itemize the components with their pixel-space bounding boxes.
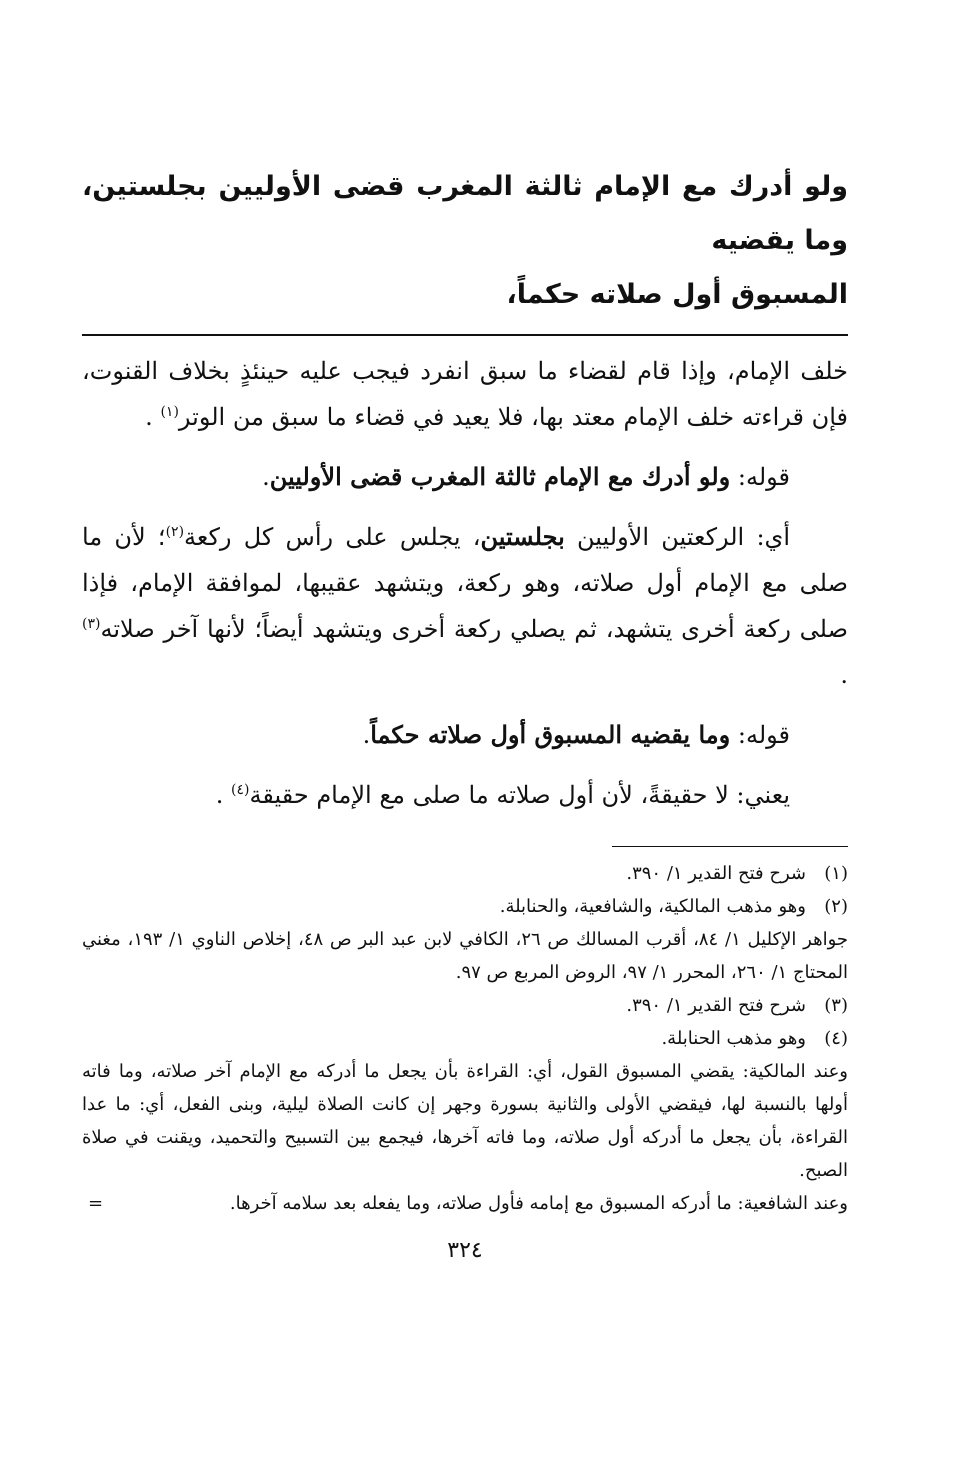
quote-end: . (362, 721, 371, 749)
book-page (82, 160, 848, 1263)
footnote-text: شرح فتح القدير ١/ ٣٩٠. (626, 863, 806, 884)
bold-term: بجلستين (480, 522, 565, 551)
paragraph-text: خلف الإمام، وإذا قام لقضاء ما سبق انفرد فيجب عليه حينئذٍ بخلاف القنوت، فإن قراءته خلف الإمام معتد بها، فلا يعيد في قضاء ما سبق من الوتر (82, 357, 848, 431)
page-number: ٣٢٤ (447, 1238, 483, 1263)
footnote-2-continuation: جواهر الإكليل ١/ ٨٤، أقرب المسالك ص ٢٦، الكافي لابن عبد البر ص ٤٨، إخلاص الناوي ١/ ١٩٣، مغني المحتاج ١/ ٢٦٠، المحرر ١/ ٩٧، الروض المربع ص ٩٧. (82, 929, 848, 983)
quote-end: . (262, 463, 270, 491)
footnote-number: (١) (824, 863, 848, 884)
footnote-number: (٣) (824, 995, 848, 1016)
quote-heading-1 (82, 454, 848, 500)
paragraph-end: . (215, 781, 224, 809)
paragraph-text: ، يجلس على رأس كل ركعة (184, 523, 481, 551)
continued-mark: = (88, 1193, 104, 1214)
footnote-ref-3: (٣) (82, 616, 101, 632)
paragraph-text: ؛ لأن ما صلى مع الإمام أول صلاته، وهو ركعة، ويتشهد عقيبها، لموافقة الإمام، فإذا صلى ركعة أخرى يتشهد، ثم يصلي ركعة أخرى ويتشهد أيضاً؛ لأنها آخر صلاته (82, 523, 848, 643)
footnote-text: وهو مذهب المالكية، والشافعية، والحنابلة. (499, 896, 806, 917)
quote-prefix: قوله: (730, 721, 790, 749)
commentary-paragraph-3 (82, 772, 848, 818)
quote-heading-2 (82, 712, 848, 758)
paragraph-text: أي: الركعتين الأوليين (564, 523, 790, 551)
commentary (82, 348, 848, 818)
footnote-4 (82, 1022, 848, 1055)
quote-prefix: قوله: (730, 463, 790, 491)
footnote-2 (82, 890, 848, 923)
footnote-4-continuation: وعند المالكية: يقضي المسبوق القول، أي: القراءة بأن يجعل ما أدركه مع الإمام آخر صلاته، وما فاته أولها بالنسبة لها، فيقضي الأولى والثانية بسورة وجهر إن كانت الصلاة ليلية، وبنى الفعل، أي: ما عدا القراءة، بأن يجعل ما أدركه أول صلاته، وما فاته آخرها، فيجمع بين التسبيح والتحميد، ويقنت في صلاة الصبح. (82, 1061, 848, 1181)
quote-text: وما يقضيه المسبوق أول صلاته حكماً (370, 720, 731, 749)
footnote-text: شرح فتح القدير ١/ ٣٩٠. (626, 995, 806, 1016)
paragraph-end: . (840, 661, 848, 689)
footnotes (82, 857, 848, 1220)
footnote-1 (82, 857, 848, 890)
main-text-line-1: ولو أدرك مع الإمام ثالثة المغرب قضى الأوليين بجلستين، وما يقضيه (82, 171, 848, 256)
commentary-paragraph-1 (82, 348, 848, 440)
footnote-ref-4: (٤) (231, 782, 250, 798)
commentary-paragraph-2 (82, 514, 848, 698)
footnote-separator (612, 846, 848, 847)
footnote-ref-1: (١) (160, 404, 179, 420)
footnote-ref-2: (٢) (165, 524, 185, 540)
footnote-text: وهو مذهب الحنابلة. (661, 1028, 806, 1049)
paragraph-text: يعني: لا حقيقةً، لأن أول صلاته ما صلى مع الإمام حقيقة (249, 781, 790, 809)
footnote-number: (٢) (824, 896, 848, 917)
footnote-text: وعند الشافعية: ما أدركه المسبوق مع إمامه فأول صلاته، وما يفعله بعد سلامه آخرها. (229, 1193, 848, 1214)
main-text (82, 160, 848, 322)
footnote-3 (82, 989, 848, 1022)
quote-text: ولو أدرك مع الإمام ثالثة المغرب قضى الأوليين (269, 462, 731, 491)
main-text-divider (82, 334, 848, 336)
footnote-4-last-line (82, 1187, 848, 1220)
main-text-line-2: المسبوق أول صلاته حكماً، (506, 279, 848, 310)
paragraph-end: . (145, 403, 153, 431)
footnote-number: (٤) (824, 1028, 848, 1049)
